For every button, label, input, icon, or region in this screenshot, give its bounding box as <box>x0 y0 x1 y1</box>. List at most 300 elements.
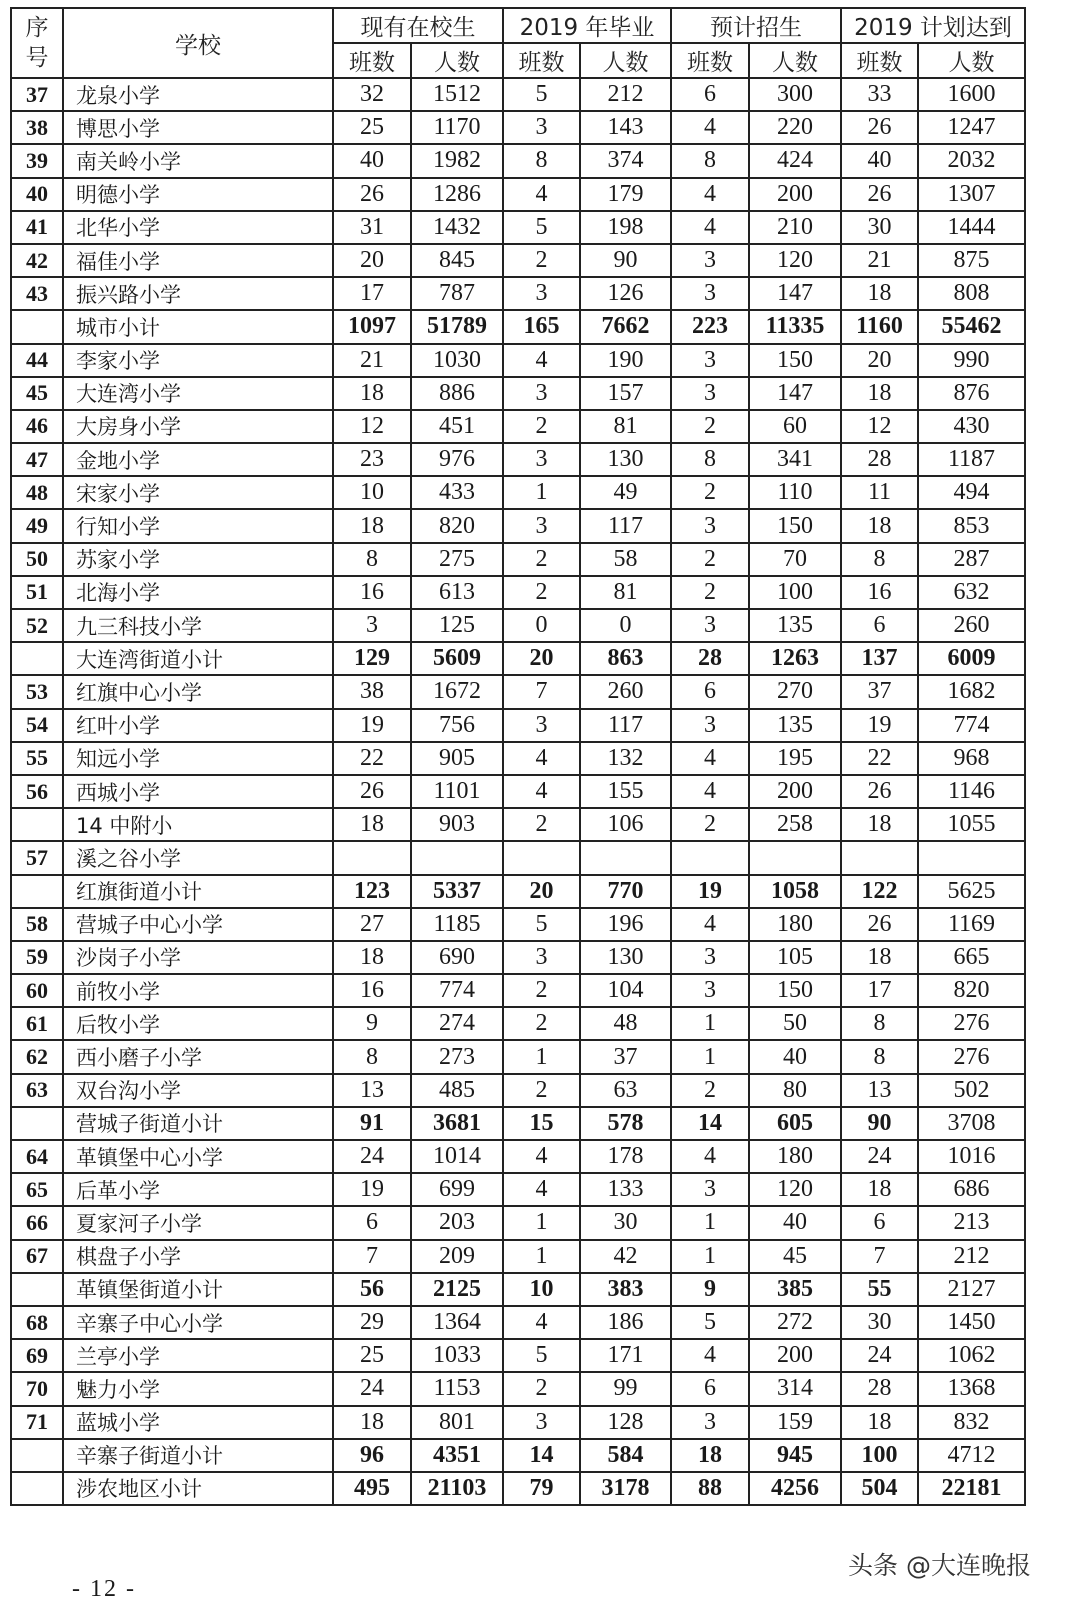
class-count-cell: 2 <box>503 808 580 841</box>
student-count-cell: 125 <box>411 609 503 642</box>
student-count-cell: 1263 <box>749 642 841 675</box>
school-name: 营城子中心小学 <box>63 908 333 941</box>
class-count-cell: 25 <box>333 1339 411 1372</box>
class-count-cell: 3 <box>671 941 749 974</box>
student-count-cell <box>918 841 1025 874</box>
student-count-cell: 1187 <box>918 443 1025 476</box>
header-students: 人数 <box>749 43 841 78</box>
row-seq: 68 <box>11 1306 63 1339</box>
class-count-cell: 21 <box>333 344 411 377</box>
school-name: 西城小学 <box>63 775 333 808</box>
class-count-cell: 6 <box>333 1206 411 1239</box>
student-count-cell: 820 <box>918 974 1025 1007</box>
row-seq: 53 <box>11 675 63 708</box>
class-count-cell: 24 <box>841 1339 918 1372</box>
class-count-cell: 18 <box>333 1406 411 1439</box>
header-row-groups <box>11 8 1025 43</box>
school-name: 城市小计 <box>63 310 333 343</box>
student-count-cell: 1368 <box>918 1372 1025 1405</box>
row-seq: 64 <box>11 1140 63 1173</box>
row-seq: 44 <box>11 344 63 377</box>
student-count-cell: 186 <box>580 1306 671 1339</box>
student-count-cell: 157 <box>580 377 671 410</box>
student-count-cell: 150 <box>749 344 841 377</box>
student-count-cell: 130 <box>580 443 671 476</box>
watermark: 头条 @大连晚报 <box>848 1551 1031 1580</box>
header-students: 人数 <box>918 43 1025 78</box>
class-count-cell: 5 <box>503 78 580 111</box>
row-seq: 71 <box>11 1406 63 1439</box>
school-name: 李家小学 <box>63 344 333 377</box>
student-count-cell <box>411 841 503 874</box>
class-count-cell <box>333 841 411 874</box>
student-count-cell: 1672 <box>411 675 503 708</box>
class-count-cell: 3 <box>671 509 749 542</box>
class-count-cell: 3 <box>503 277 580 310</box>
header-group-planned: 2019 计划达到 <box>841 8 1025 43</box>
table-row <box>11 377 1025 410</box>
class-count-cell: 20 <box>503 642 580 675</box>
school-name: 沙岗子小学 <box>63 941 333 974</box>
student-count-cell: 424 <box>749 144 841 177</box>
class-count-cell: 15 <box>503 1107 580 1140</box>
student-count-cell: 1169 <box>918 908 1025 941</box>
student-count-cell: 1170 <box>411 111 503 144</box>
student-count-cell: 1600 <box>918 78 1025 111</box>
student-count-cell: 968 <box>918 742 1025 775</box>
class-count-cell: 1097 <box>333 310 411 343</box>
student-count-cell: 1512 <box>411 78 503 111</box>
student-count-cell: 178 <box>580 1140 671 1173</box>
class-count-cell: 55 <box>841 1273 918 1306</box>
student-count-cell: 494 <box>918 476 1025 509</box>
header-classes: 班数 <box>671 43 749 78</box>
student-count-cell: 1307 <box>918 178 1025 211</box>
student-count-cell: 287 <box>918 543 1025 576</box>
student-count-cell: 106 <box>580 808 671 841</box>
class-count-cell: 3 <box>503 509 580 542</box>
class-count-cell: 6 <box>841 609 918 642</box>
class-count-cell: 129 <box>333 642 411 675</box>
row-seq: 62 <box>11 1040 63 1073</box>
student-count-cell: 1982 <box>411 144 503 177</box>
row-seq: 43 <box>11 277 63 310</box>
class-count-cell: 16 <box>333 576 411 609</box>
class-count-cell: 26 <box>841 775 918 808</box>
student-count-cell: 774 <box>918 709 1025 742</box>
class-count-cell: 8 <box>841 1007 918 1040</box>
school-name: 龙泉小学 <box>63 78 333 111</box>
class-count-cell: 22 <box>333 742 411 775</box>
student-count-cell: 143 <box>580 111 671 144</box>
class-count-cell: 8 <box>671 144 749 177</box>
class-count-cell: 10 <box>503 1273 580 1306</box>
student-count-cell: 196 <box>580 908 671 941</box>
class-count-cell: 3 <box>503 941 580 974</box>
class-count-cell: 3 <box>671 1406 749 1439</box>
subtotal-row <box>11 1273 1025 1306</box>
row-seq: 40 <box>11 178 63 211</box>
table-row <box>11 1074 1025 1107</box>
class-count-cell: 2 <box>503 543 580 576</box>
class-count-cell: 4 <box>671 908 749 941</box>
student-count-cell: 258 <box>749 808 841 841</box>
subtotal-row <box>11 310 1025 343</box>
student-count-cell: 433 <box>411 476 503 509</box>
class-count-cell: 4 <box>503 1140 580 1173</box>
class-count-cell: 2 <box>671 410 749 443</box>
school-name: 后革小学 <box>63 1173 333 1206</box>
table-row <box>11 576 1025 609</box>
student-count-cell: 578 <box>580 1107 671 1140</box>
student-count-cell: 120 <box>749 244 841 277</box>
table-row <box>11 742 1025 775</box>
class-count-cell: 14 <box>671 1107 749 1140</box>
class-count-cell: 88 <box>671 1472 749 1505</box>
school-name: 宋家小学 <box>63 476 333 509</box>
student-count-cell: 128 <box>580 1406 671 1439</box>
table-row <box>11 244 1025 277</box>
header-school: 学校 <box>63 8 333 78</box>
table-body <box>11 78 1025 1505</box>
student-count-cell: 863 <box>580 642 671 675</box>
student-count-cell: 171 <box>580 1339 671 1372</box>
student-count-cell: 135 <box>749 709 841 742</box>
class-count-cell: 17 <box>333 277 411 310</box>
class-count-cell: 4 <box>503 775 580 808</box>
student-count-cell: 99 <box>580 1372 671 1405</box>
class-count-cell: 30 <box>841 1306 918 1339</box>
class-count-cell: 40 <box>333 144 411 177</box>
class-count-cell: 2 <box>503 1074 580 1107</box>
student-count-cell: 385 <box>749 1273 841 1306</box>
student-count-cell: 22181 <box>918 1472 1025 1505</box>
school-name: 魅力小学 <box>63 1372 333 1405</box>
class-count-cell: 9 <box>671 1273 749 1306</box>
header-seq: 序号 <box>11 8 63 78</box>
student-count-cell: 1247 <box>918 111 1025 144</box>
student-count-cell: 270 <box>749 675 841 708</box>
student-count-cell: 832 <box>918 1406 1025 1439</box>
school-name: 苏家小学 <box>63 543 333 576</box>
school-name: 大房身小学 <box>63 410 333 443</box>
class-count-cell: 6 <box>671 78 749 111</box>
row-seq: 41 <box>11 211 63 244</box>
student-count-cell: 179 <box>580 178 671 211</box>
class-count-cell: 3 <box>671 277 749 310</box>
student-count-cell: 198 <box>580 211 671 244</box>
student-count-cell: 81 <box>580 410 671 443</box>
student-count-cell: 132 <box>580 742 671 775</box>
class-count-cell: 26 <box>333 775 411 808</box>
row-seq: 42 <box>11 244 63 277</box>
table-row <box>11 344 1025 377</box>
student-count-cell: 45 <box>749 1240 841 1273</box>
class-count-cell: 3 <box>503 377 580 410</box>
row-seq <box>11 808 63 841</box>
student-count-cell: 275 <box>411 543 503 576</box>
class-count-cell: 3 <box>671 1173 749 1206</box>
student-count-cell: 853 <box>918 509 1025 542</box>
class-count-cell: 4 <box>671 211 749 244</box>
student-count-cell: 120 <box>749 1173 841 1206</box>
row-seq: 38 <box>11 111 63 144</box>
student-count-cell: 274 <box>411 1007 503 1040</box>
class-count-cell: 4 <box>671 1339 749 1372</box>
student-count-cell: 314 <box>749 1372 841 1405</box>
class-count-cell: 27 <box>333 908 411 941</box>
class-count-cell: 8 <box>333 543 411 576</box>
row-seq: 45 <box>11 377 63 410</box>
school-name: 辛寨子街道小计 <box>63 1439 333 1472</box>
student-count-cell: 903 <box>411 808 503 841</box>
class-count-cell: 2 <box>503 410 580 443</box>
student-count-cell: 180 <box>749 1140 841 1173</box>
class-count-cell: 18 <box>333 377 411 410</box>
class-count-cell: 96 <box>333 1439 411 1472</box>
row-seq: 39 <box>11 144 63 177</box>
class-count-cell: 33 <box>841 78 918 111</box>
row-seq <box>11 1439 63 1472</box>
student-count-cell: 2032 <box>918 144 1025 177</box>
table-row <box>11 908 1025 941</box>
row-seq: 61 <box>11 1007 63 1040</box>
school-name: 后牧小学 <box>63 1007 333 1040</box>
student-count-cell: 135 <box>749 609 841 642</box>
student-count-cell: 1444 <box>918 211 1025 244</box>
class-count-cell: 22 <box>841 742 918 775</box>
table-row <box>11 111 1025 144</box>
student-count-cell: 209 <box>411 1240 503 1273</box>
row-seq: 51 <box>11 576 63 609</box>
class-count-cell: 2 <box>671 543 749 576</box>
class-count-cell: 17 <box>841 974 918 1007</box>
class-count-cell: 28 <box>671 642 749 675</box>
school-name: 革镇堡中心小学 <box>63 1140 333 1173</box>
class-count-cell: 3 <box>671 609 749 642</box>
class-count-cell: 16 <box>333 974 411 1007</box>
student-count-cell: 605 <box>749 1107 841 1140</box>
student-count-cell: 1055 <box>918 808 1025 841</box>
student-count-cell: 220 <box>749 111 841 144</box>
class-count-cell: 0 <box>503 609 580 642</box>
school-name: 红叶小学 <box>63 709 333 742</box>
class-count-cell: 12 <box>841 410 918 443</box>
school-name: 涉农地区小计 <box>63 1472 333 1505</box>
student-count-cell: 130 <box>580 941 671 974</box>
subtotal-row <box>11 875 1025 908</box>
class-count-cell: 28 <box>841 1372 918 1405</box>
class-count-cell: 23 <box>333 443 411 476</box>
student-count-cell: 90 <box>580 244 671 277</box>
subtotal-row <box>11 1472 1025 1505</box>
table-row <box>11 509 1025 542</box>
class-count-cell: 2 <box>503 1372 580 1405</box>
class-count-cell: 100 <box>841 1439 918 1472</box>
class-count-cell: 32 <box>333 78 411 111</box>
student-count-cell: 613 <box>411 576 503 609</box>
class-count-cell: 3 <box>671 709 749 742</box>
student-count-cell: 55462 <box>918 310 1025 343</box>
class-count-cell: 4 <box>671 775 749 808</box>
class-count-cell: 24 <box>333 1372 411 1405</box>
student-count-cell: 133 <box>580 1173 671 1206</box>
class-count-cell: 1160 <box>841 310 918 343</box>
student-count-cell: 63 <box>580 1074 671 1107</box>
class-count-cell: 4 <box>503 1306 580 1339</box>
student-count-cell: 886 <box>411 377 503 410</box>
student-count-cell: 756 <box>411 709 503 742</box>
student-count-cell: 117 <box>580 709 671 742</box>
school-name: 前牧小学 <box>63 974 333 1007</box>
student-count-cell: 801 <box>411 1406 503 1439</box>
student-count-cell: 126 <box>580 277 671 310</box>
table-row <box>11 1140 1025 1173</box>
row-seq: 67 <box>11 1240 63 1273</box>
class-count-cell: 7 <box>503 675 580 708</box>
class-count-cell: 11 <box>841 476 918 509</box>
header-students: 人数 <box>411 43 503 78</box>
class-count-cell: 3 <box>503 443 580 476</box>
student-count-cell: 665 <box>918 941 1025 974</box>
class-count-cell: 16 <box>841 576 918 609</box>
class-count-cell: 19 <box>333 1173 411 1206</box>
student-count-cell: 1058 <box>749 875 841 908</box>
class-count-cell: 2 <box>671 808 749 841</box>
student-count-cell: 690 <box>411 941 503 974</box>
student-count-cell: 11335 <box>749 310 841 343</box>
class-count-cell: 4 <box>671 111 749 144</box>
student-count-cell: 100 <box>749 576 841 609</box>
student-count-cell: 1682 <box>918 675 1025 708</box>
class-count-cell: 165 <box>503 310 580 343</box>
school-name: 北海小学 <box>63 576 333 609</box>
class-count-cell: 26 <box>841 178 918 211</box>
table-row <box>11 1339 1025 1372</box>
student-count-cell: 6009 <box>918 642 1025 675</box>
header-students: 人数 <box>580 43 671 78</box>
row-seq: 52 <box>11 609 63 642</box>
student-count-cell: 2125 <box>411 1273 503 1306</box>
table-row <box>11 808 1025 841</box>
student-count-cell: 51789 <box>411 310 503 343</box>
student-count-cell: 213 <box>918 1206 1025 1239</box>
page-number: - 12 - <box>72 1576 136 1602</box>
class-count-cell: 30 <box>841 211 918 244</box>
table-row <box>11 1173 1025 1206</box>
student-count-cell: 104 <box>580 974 671 1007</box>
subtotal-row <box>11 642 1025 675</box>
student-count-cell: 272 <box>749 1306 841 1339</box>
class-count-cell: 1 <box>671 1007 749 1040</box>
student-count-cell: 60 <box>749 410 841 443</box>
table-row <box>11 974 1025 1007</box>
class-count-cell: 5 <box>503 211 580 244</box>
class-count-cell: 18 <box>841 377 918 410</box>
class-count-cell: 1 <box>503 1206 580 1239</box>
class-count-cell: 29 <box>333 1306 411 1339</box>
class-count-cell: 223 <box>671 310 749 343</box>
student-count-cell: 1364 <box>411 1306 503 1339</box>
class-count-cell: 28 <box>841 443 918 476</box>
student-count-cell: 37 <box>580 1040 671 1073</box>
student-count-cell: 5625 <box>918 875 1025 908</box>
class-count-cell: 1 <box>503 1240 580 1273</box>
student-count-cell: 200 <box>749 178 841 211</box>
class-count-cell: 2 <box>671 476 749 509</box>
class-count-cell: 19 <box>671 875 749 908</box>
row-seq: 65 <box>11 1173 63 1206</box>
row-seq: 37 <box>11 78 63 111</box>
student-count-cell: 820 <box>411 509 503 542</box>
student-count-cell: 195 <box>749 742 841 775</box>
student-count-cell: 876 <box>918 377 1025 410</box>
row-seq <box>11 1107 63 1140</box>
row-seq <box>11 310 63 343</box>
school-name: 革镇堡街道小计 <box>63 1273 333 1306</box>
school-name: 北华小学 <box>63 211 333 244</box>
student-count-cell: 383 <box>580 1273 671 1306</box>
student-count-cell: 155 <box>580 775 671 808</box>
student-count-cell: 117 <box>580 509 671 542</box>
student-count-cell: 49 <box>580 476 671 509</box>
student-count-cell: 159 <box>749 1406 841 1439</box>
student-count-cell: 48 <box>580 1007 671 1040</box>
class-count-cell: 6 <box>671 675 749 708</box>
class-count-cell: 24 <box>841 1140 918 1173</box>
class-count-cell: 79 <box>503 1472 580 1505</box>
class-count-cell: 5 <box>503 908 580 941</box>
class-count-cell: 13 <box>841 1074 918 1107</box>
student-count-cell: 4256 <box>749 1472 841 1505</box>
row-seq <box>11 1472 63 1505</box>
table-row <box>11 841 1025 874</box>
table-row <box>11 1240 1025 1273</box>
table-row <box>11 144 1025 177</box>
student-count-cell: 105 <box>749 941 841 974</box>
student-count-cell: 147 <box>749 377 841 410</box>
class-count-cell: 4 <box>671 1140 749 1173</box>
class-count-cell: 6 <box>671 1372 749 1405</box>
row-seq <box>11 1273 63 1306</box>
row-seq: 49 <box>11 509 63 542</box>
student-count-cell: 787 <box>411 277 503 310</box>
row-seq: 55 <box>11 742 63 775</box>
student-count-cell: 300 <box>749 78 841 111</box>
school-name: 行知小学 <box>63 509 333 542</box>
school-enrollment-table <box>10 7 1026 1506</box>
header-group-graduating: 2019 年毕业 <box>503 8 671 43</box>
class-count-cell: 18 <box>841 1173 918 1206</box>
class-count-cell: 19 <box>841 709 918 742</box>
student-count-cell: 40 <box>749 1040 841 1073</box>
student-count-cell: 1432 <box>411 211 503 244</box>
row-seq: 69 <box>11 1339 63 1372</box>
student-count-cell: 0 <box>580 609 671 642</box>
header-group-current: 现有在校生 <box>333 8 503 43</box>
class-count-cell: 18 <box>333 808 411 841</box>
row-seq: 57 <box>11 841 63 874</box>
student-count-cell: 276 <box>918 1007 1025 1040</box>
table-row <box>11 609 1025 642</box>
class-count-cell: 2 <box>503 576 580 609</box>
row-seq: 66 <box>11 1206 63 1239</box>
student-count-cell: 110 <box>749 476 841 509</box>
school-name: 营城子街道小计 <box>63 1107 333 1140</box>
school-name: 西小磨子小学 <box>63 1040 333 1073</box>
row-seq: 60 <box>11 974 63 1007</box>
student-count-cell: 584 <box>580 1439 671 1472</box>
